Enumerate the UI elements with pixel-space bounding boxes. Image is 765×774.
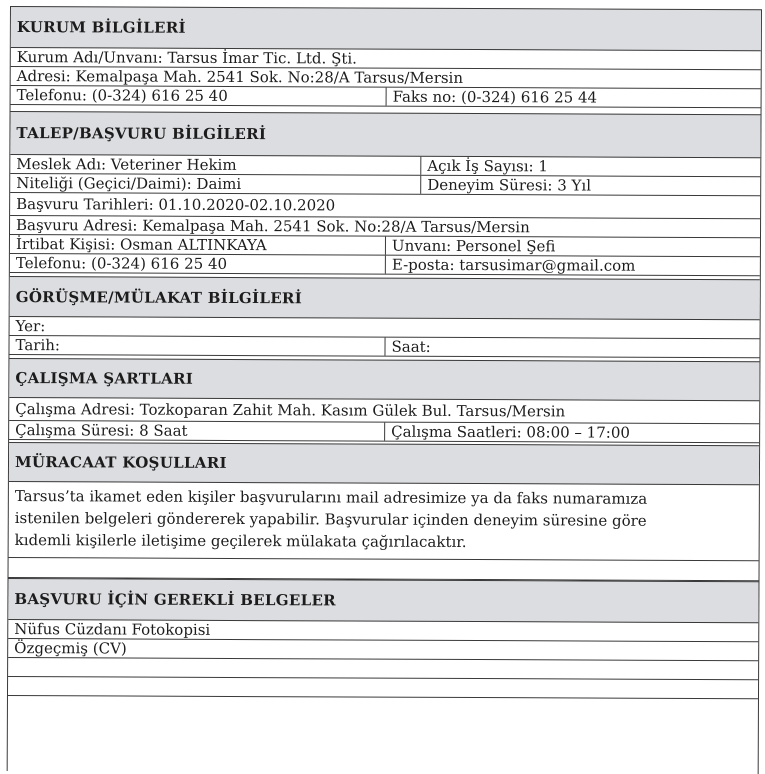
basvuru-tarihleri: Başvuru Tarihleri: 01.10.2020-02.10.2020: [16, 195, 336, 215]
kurum-faks: Faks no: (0-324) 616 25 44: [392, 87, 598, 107]
belge-item: Nüfus Cüzdanı Fotokopisi: [14, 620, 211, 639]
section-header-talep: TALEP/BAŞVURU BİLGİLERİ: [10, 111, 760, 158]
meslek-adi: Meslek Adı: Veteriner Hekim: [10, 155, 421, 175]
muracaat-line-1: Tarsus’ta ikamet eden kişiler başvurularını mail adresimize ya da faks numaramıza: [14, 487, 648, 508]
deneyim-suresi: Deneyim Süresi: 3 Yıl: [427, 175, 592, 195]
acik-is-sayisi: Açık İş Sayısı: 1: [427, 156, 548, 176]
eposta: E-posta: tarsusimar@gmail.com: [391, 255, 636, 275]
section-header-muracaat: MÜRACAAT KOŞULLARI: [9, 442, 759, 485]
calisma-adresi: Çalışma Adresi: Tozkoparan Zahit Mah. Kasım Gülek Bul. Tarsus/Mersin: [15, 400, 566, 421]
section-header-gorusme: GÖRÜŞME/MÜLAKAT BİLGİLERİ: [10, 276, 760, 320]
saat-label: Saat:: [391, 337, 431, 356]
section-header-calisma: ÇALIŞMA ŞARTLARI: [9, 358, 759, 401]
kurum-adi: Kurum Adı/Unvanı: Tarsus İmar Tic. Ltd. Şti.: [16, 48, 358, 68]
kurum-telefon: Telefonu: (0-324) 616 25 40: [11, 86, 387, 106]
talep-telefon-row: [10, 254, 760, 276]
tarih-saat-row: [9, 336, 759, 358]
blank-row: [8, 677, 758, 699]
section-header-belgeler: BAŞVURU İÇİN GEREKLİ BELGELER: [8, 578, 758, 623]
muracaat-line-3: kıdemli kişilerle iletişime geçilerek mülakata çağırılacaktır.: [14, 531, 467, 551]
calisma-suresi: Çalışma Süresi: 8 Saat: [9, 421, 385, 441]
calisma-sure-row: [9, 421, 759, 443]
yer-label: Yer:: [15, 317, 46, 336]
kurum-adres: Adresi: Kemalpaşa Mah. 2541 Sok. No:28/A Tarsus/Mersin: [16, 67, 464, 87]
kurum-telefon-row: [11, 86, 761, 108]
talep-telefon: Telefonu: (0-324) 616 25 40: [10, 254, 386, 274]
niteligi: Niteliği (Geçici/Daimi): Daimi: [10, 174, 421, 194]
section-header-kurum: KURUM BİLGİLERİ: [11, 6, 761, 51]
basvuru-tarih-row: [10, 193, 760, 219]
irtibat-kisisi: İrtibat Kişisi: Osman ALTINKAYA: [10, 235, 386, 255]
calisma-saatleri: Çalışma Saatleri: 08:00 – 17:00: [391, 422, 630, 442]
tarih-label: Tarih:: [9, 336, 385, 356]
unvani: Unvanı: Personel Şefi: [391, 236, 556, 256]
muracaat-line-2: istenilen belgeleri göndererek yapabilir. Başvurular içinden deneyim süresine göre: [14, 509, 647, 530]
basvuru-adresi: Başvuru Adresi: Kemalpaşa Mah. 2541 Sok. No:28/A Tarsus/Mersin: [16, 216, 530, 237]
application-form: [7, 6, 762, 774]
calisma-adres-row: [9, 398, 759, 424]
belge-item: Özgeçmiş (CV): [14, 639, 127, 658]
muracaat-text: [9, 482, 759, 561]
